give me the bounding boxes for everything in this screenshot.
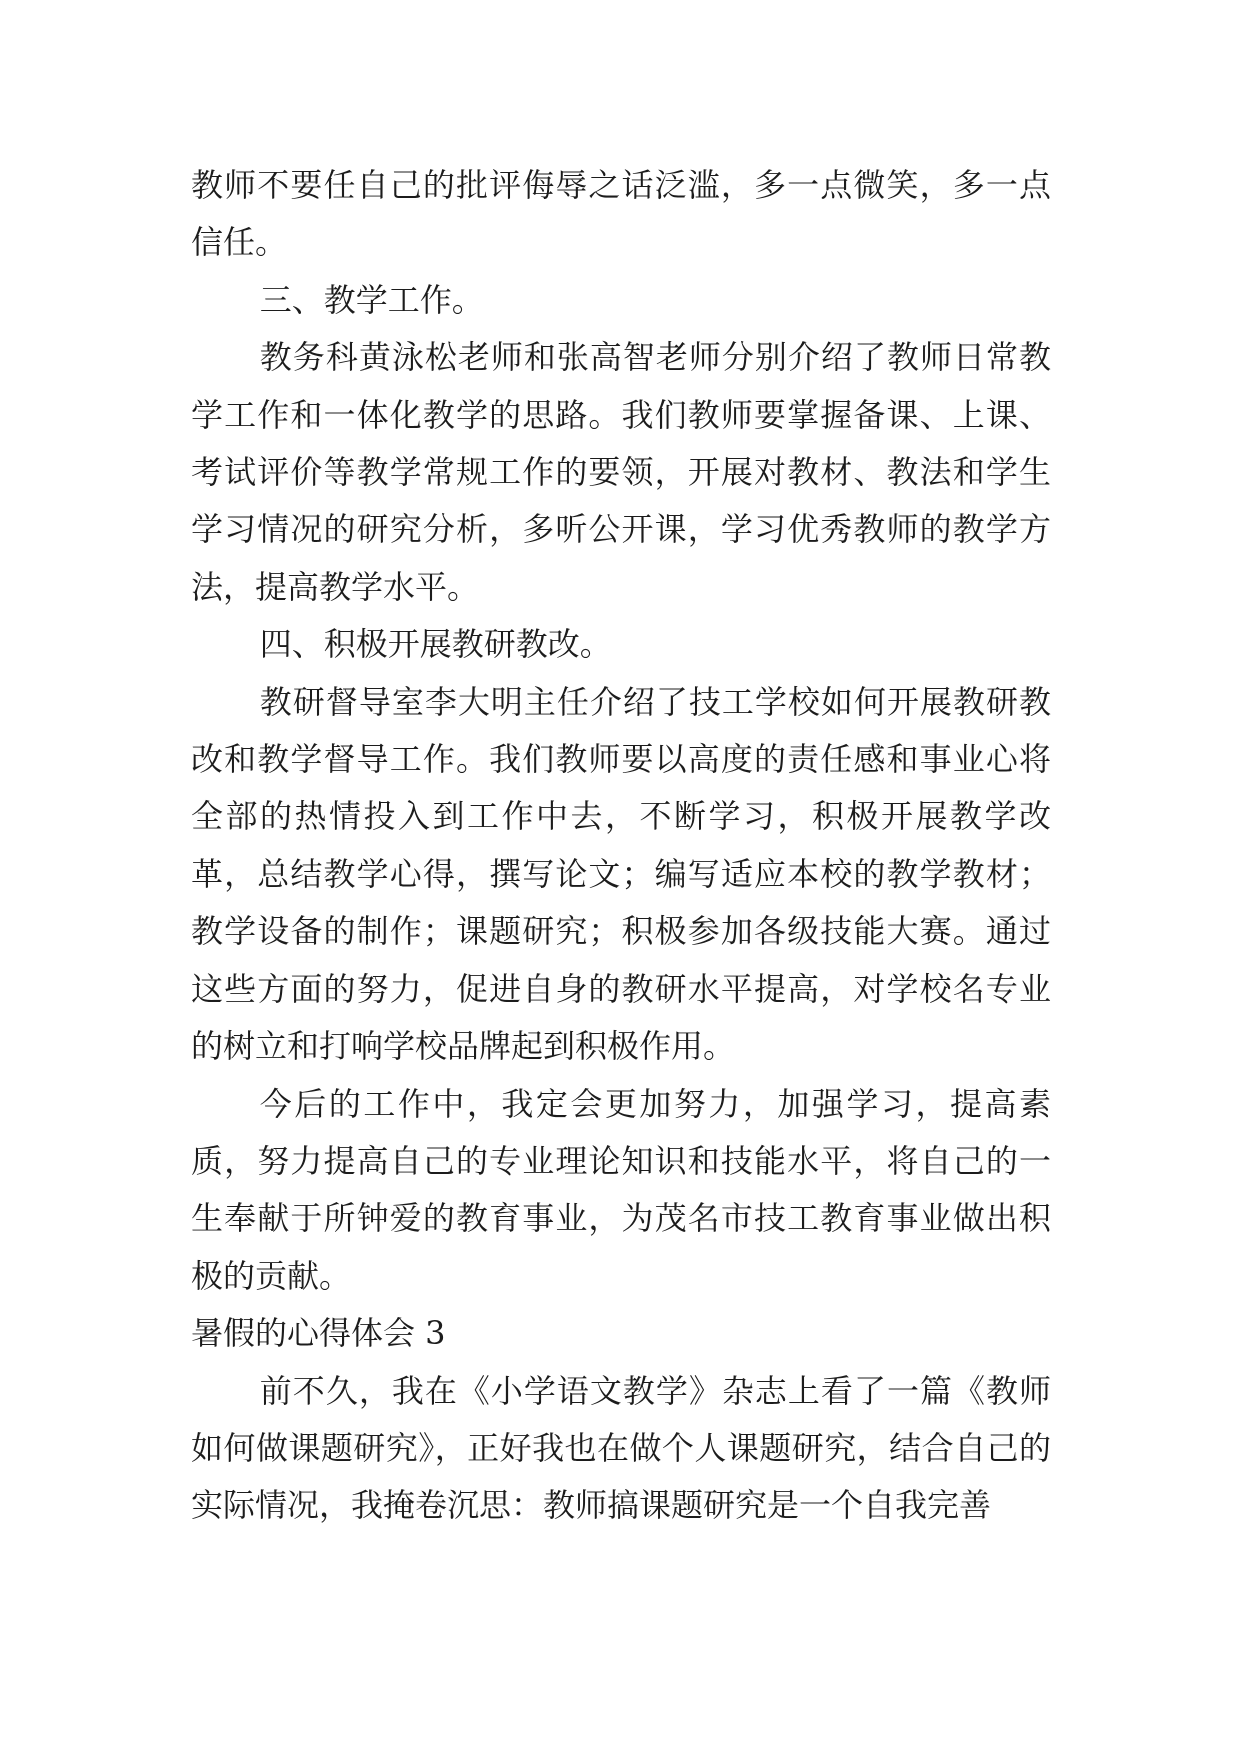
heading-teaching-work: 三、教学工作。 [259, 280, 484, 319]
paragraph-section-3-intro: 前不久，我在《小学语文教学》杂志上看了一篇《教师如何做课题研究》，正好我也在做个人课题研究，结合自己的实际情况，我掩卷沉思：教师搞课题研究是一个自我完善 [191, 1371, 1051, 1525]
section-title: 暑假的心得体会 3 [191, 1314, 446, 1353]
paragraph-research-reform: 教研督导室李大明主任介绍了技工学校如何开展教研教改和教学督导工作。我们教师要以高度的责任感和事业心将全部的热情投入到工作中去，不断学习，积极开展教学改革，总结教学心得，撰写论文；编写适应本校的教学教材；教学设备的制作；课题研究；积极参加各级技能大赛。通过这些方面的努力，促进自身的教研水平提高，对学校名专业的树立和打响学校品牌起到积极作用。 [191, 682, 1051, 1066]
document-body [191, 157, 1051, 1535]
paragraph-future-work: 今后的工作中，我定会更加努力，加强学习，提高素质，努力提高自己的专业理论知识和技能水平，将自己的一生奉献于所钟爱的教育事业，为茂名市技工教育事业做出积极的贡献。 [191, 1084, 1051, 1295]
heading-research-reform: 四、积极开展教研教改。 [259, 625, 612, 664]
paragraph-continuation: 教师不要任自己的批评侮辱之话泛滥，多一点微笑，多一点信任。 [191, 166, 1051, 262]
paragraph-teaching-work: 教务科黄泳松老师和张高智老师分别介绍了教师日常教学工作和一体化教学的思路。我们教师要掌握备课、上课、考试评价等教学常规工作的要领，开展对教材、教法和学生学习情况的研究分析，多听公开课，学习优秀教师的教学方法，提高教学水平。 [191, 338, 1051, 606]
